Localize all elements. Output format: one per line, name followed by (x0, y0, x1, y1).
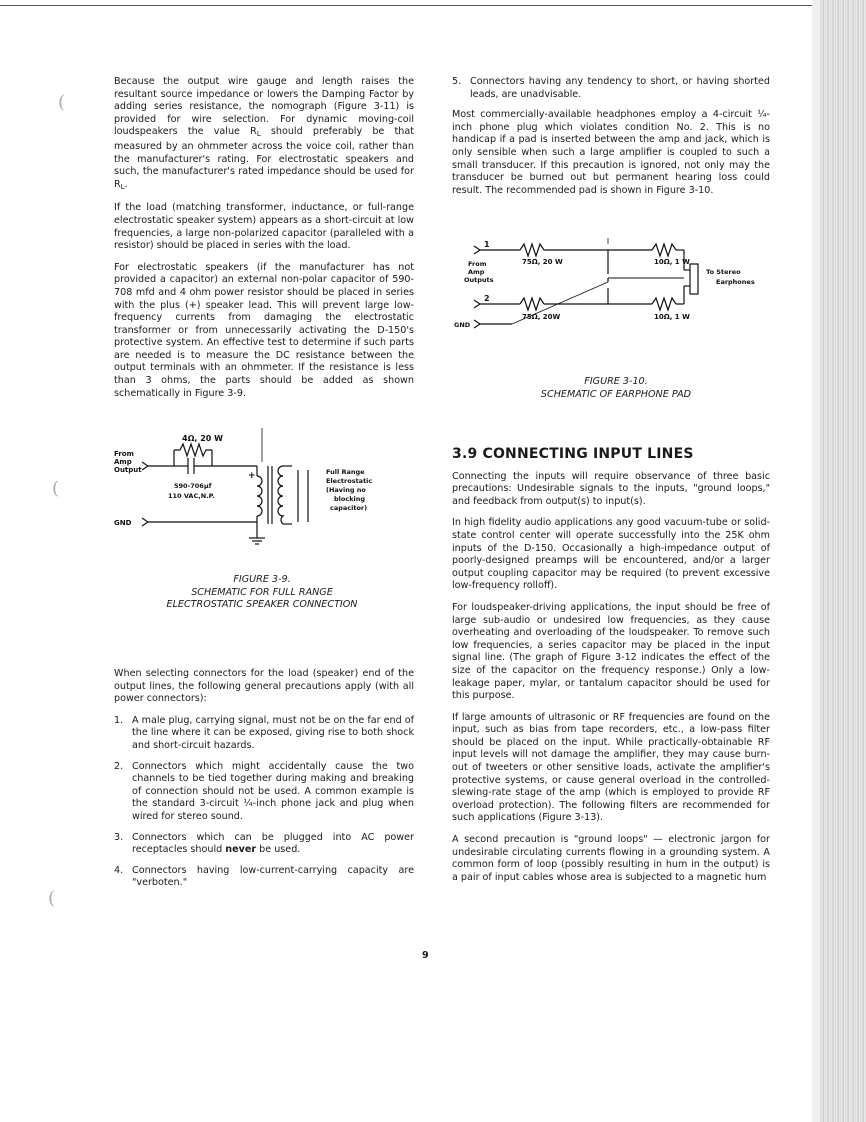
fig310-amp-label: Amp (468, 268, 485, 276)
figure-3-10-schematic (452, 236, 770, 336)
fig39-load-label-5: capacitor) (330, 504, 368, 512)
fig310-gnd-label: GND (454, 321, 471, 329)
left-column-lower (114, 668, 414, 898)
connector-precautions-list-continued (452, 76, 770, 101)
section-heading: 3.9 CONNECTING INPUT LINES (452, 446, 694, 462)
paragraph-hifi-applications: In high fidelity audio applications any good vacuum-tube or solid-state control center will operate successfully into the 25K ohm inputs of the D-150. Occasionally a high-impedance output of poorly-designed preamps will be encountered, and/or a larger output coupling capacitor may be required (to prevent excessive low-frequency rolloff). (452, 517, 770, 592)
paragraph-ground-loops: A second precaution is "ground loops" — electronic jargon for undesirable circulating currents flowing in a grounding system. A common form of loop (possibly resulting in hum in the output) is a pair of input cables whose area is subjected to a magnetic hum (452, 834, 770, 883)
scan-edge (820, 0, 866, 1122)
margin-bracket-middle: ( (52, 478, 60, 499)
paragraph-load-short-circuit: If the load (matching transformer, inductance, or full-range electrostatic speaker system) appears as a short-circuit at low frequencies, a large non-polarized capacitor (paralleled with a resistor) should be placed in series with the load. (114, 202, 414, 252)
top-rule (0, 5, 812, 6)
paragraph-selecting-connectors: When selecting connectors for the load (speaker) end of the output lines, the following general precautions apply (with all power connectors): (114, 668, 414, 705)
page-number: 9 (422, 950, 429, 961)
paragraph-rf-filtering: If large amounts of ultrasonic or RF frequencies are found on the input, such as bias from tape recorders, etc., a low-pass filter should be placed on the input. While practically-obtainable RF input levels will not damage the amplifier, they may cause burn-out of tweeters or other sensitive loads, activate the amplifier's protective systems, or cause general overload in the controlled-slewing-rate stage of the amp (which is employed to provide RF overload protection). The following filters are recommended for such applications (Figure 3-13). (452, 711, 770, 824)
fig39-cap-voltage-label: 110 VAC,N.P. (168, 492, 215, 500)
paragraph-electrostatic-speakers: For electrostatic speakers (if the manufacturer has not provided a capacitor) an external non-polar capacitor of 590-708 mfd and 4 ohm power resistor should be placed in series with the plus (+) speaker lead. This will prevent large low-frequency currents from damaging the electrostatic transformer or from unnecessarily activating the D-150's protective system. An effective test to determine if such parts are needed is to measure the DC resistance between the output terminals with an ohmmeter. If the resistance is less than 3 ohms, the parts should be added as shown schematically in Figure 3-9. (114, 261, 414, 399)
fig310-from-label: From (468, 260, 487, 268)
scan-edge-shadow (812, 0, 820, 1122)
fig310-caption-line2: SCHEMATIC OF EARPHONE PAD (540, 388, 692, 400)
fig310-earphones-label: Earphones (716, 278, 755, 286)
paragraph-input-precautions: Connecting the inputs will require observance of three basic precautions: Undesirable signals to the inputs, "ground loops," and feedback from output(s) to input(s). (452, 470, 770, 507)
right-column-lower (452, 448, 770, 893)
fig39-plus-label: + (248, 471, 256, 481)
paragraph-damping-factor: Because the output wire gauge and length raises the resultant source impedance or lowers the Damping Factor by adding series resistance, the nomograph (Figure 3-11) is provided for wire selection. For dynamic moving-coil loudspeakers the value $R_L$ should preferably be that measured by an ohmmeter across the voice coil, rather than the manufacturer's rating. For electrostatic speakers and such, the manufacturer's rated impedance should be used for $R_L$. (114, 76, 414, 191)
fig310-r1-label: 75Ω, 20 W (522, 258, 563, 266)
right-column (452, 76, 770, 206)
list-item: 3. Connectors which can be plugged into AC power receptacles should never be used. (114, 831, 414, 856)
list-item: 4. Connectors having low-current-carrying capacity are "verboten." (114, 864, 414, 889)
fig39-caption-line3: ELECTROSTATIC SPEAKER CONNECTION (166, 599, 358, 611)
fig39-from-label: From (114, 450, 134, 458)
fig39-resistor-label: 4Ω, 20 W (182, 434, 223, 443)
left-column (114, 76, 414, 409)
fig310-r3-label: 75Ω, 20W (522, 313, 561, 321)
list-item: 1. A male plug, carrying signal, must not be on the far end of the line where it can be exposed, giving rise to both shock and short-circuit hazards. (114, 714, 414, 751)
fig310-r2-label: 10Ω, 1 W (654, 258, 690, 266)
connector-precautions-list (114, 715, 414, 890)
fig39-gnd-label: GND (114, 519, 132, 527)
fig39-caption-line1: FIGURE 3-9. (233, 574, 291, 585)
fig310-channel1-label: 1 (484, 240, 490, 249)
fig310-caption-line1: FIGURE 3-10. (584, 376, 648, 387)
fig39-output-label: Output (114, 466, 142, 474)
fig310-to-label: To Stereo (706, 268, 741, 276)
fig39-load-label-4: blocking (334, 495, 366, 503)
fig39-amp-label: Amp (114, 458, 132, 466)
margin-bracket-top: ( (58, 92, 66, 113)
fig39-load-label-3: (Having no (326, 486, 366, 494)
paragraph-low-frequencies: For loudspeaker-driving applications, the input should be free of large sub-audio or undesired low frequencies, as they cause overheating and overloading of the loudspeaker. To remove such low frequencies, a series capacitor may be placed in the input signal line. (The graph of Figure 3-12 indicates the effect of the size of the capacitor on the frequency response.) Only a low-leakage paper, mylar, or tantalum capacitor should be used for this purpose. (452, 601, 770, 702)
fig310-outputs-label: Outputs (464, 276, 494, 284)
figure-3-10 (452, 236, 770, 401)
margin-bracket-bottom: ( (48, 888, 56, 909)
figure-3-9-schematic (112, 426, 412, 556)
fig310-channel2-label: 2 (484, 294, 490, 303)
fig39-cap-label: 590-706µf (174, 482, 212, 490)
paragraph-headphones: Most commercially-available headphones employ a 4-circuit ¼-inch phone plug which violates condition No. 2. This is no handicap if a pad is inserted between the amp and jack, which is only sensible when such a large amplifier is coupled to such a small transducer. If this precaution is ignored, not only may the transducer be burned out but permanent hearing loss could result. The recommended pad is shown in Figure 3-10. (452, 109, 770, 196)
fig310-r4-label: 10Ω, 1 W (654, 313, 690, 321)
list-item: 5. Connectors having any tendency to short, or having shorted leads, are unadvisable. (452, 76, 770, 100)
figure-3-9-caption (112, 574, 412, 612)
fig39-caption-line2: SCHEMATIC FOR FULL RANGE (191, 586, 333, 598)
figure-3-10-caption (462, 376, 770, 401)
fig39-load-label-2: Electrostatic (326, 477, 373, 485)
list-item: 2. Connectors which might accidentally cause the two channels to be tied together during making and breaking of connection should not be used. A common example is the standard 3-circuit ¼-inch phone jack and plug when wired for stereo sound. (114, 760, 414, 822)
fig39-load-label-1: Full Range (326, 468, 365, 476)
figure-3-9 (112, 426, 412, 612)
